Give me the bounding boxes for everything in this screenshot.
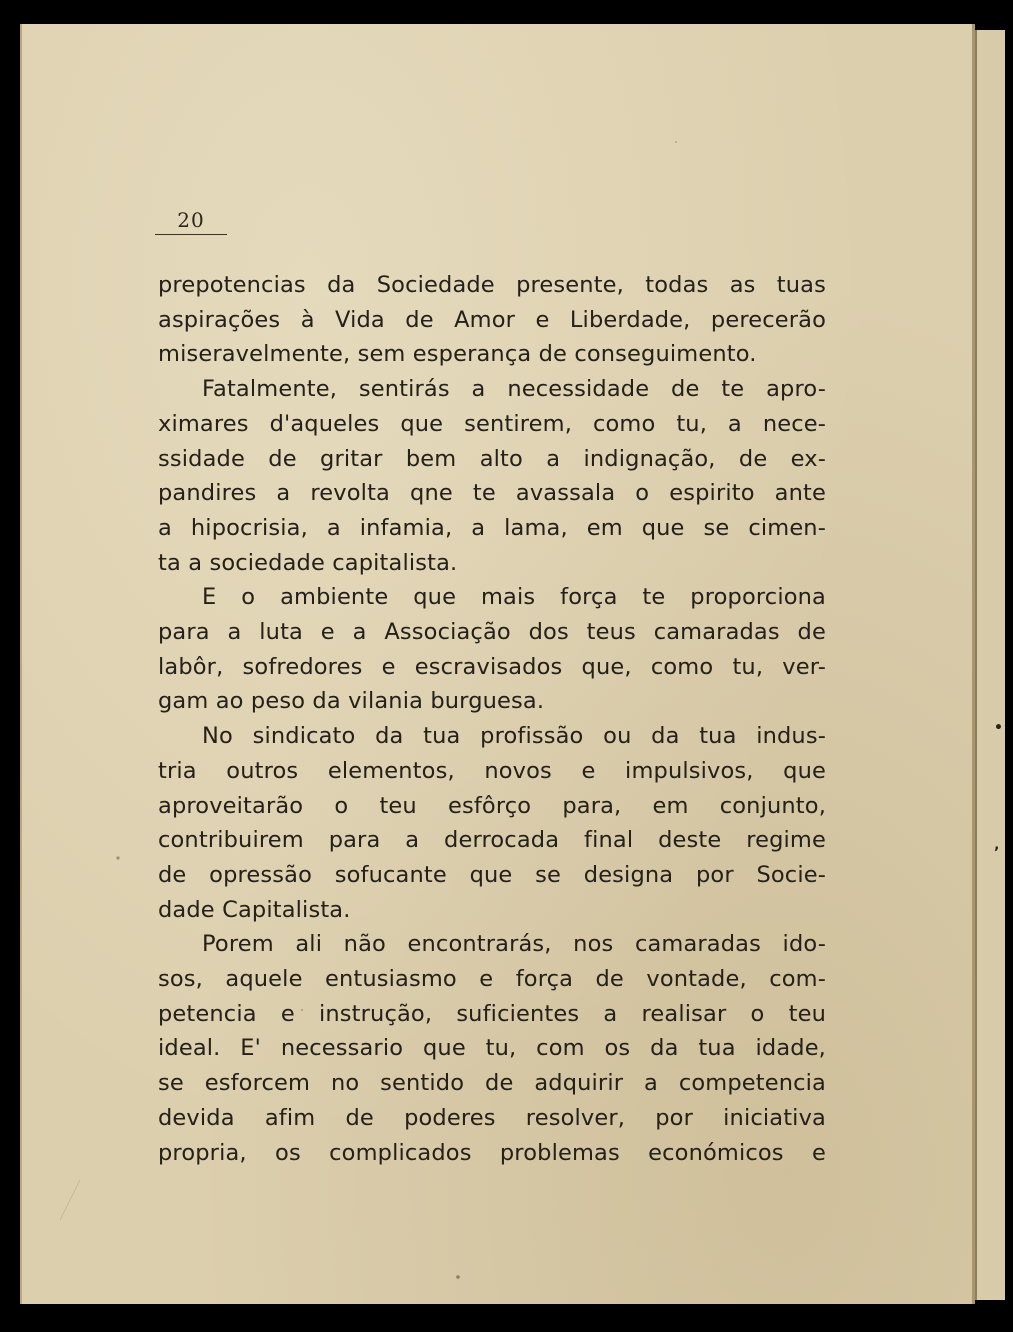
text-line: labôr, sofredores e escravisados que, como tu, ver- — [158, 653, 826, 680]
text-line: propria, os complicados problemas económicos e — [158, 1139, 826, 1166]
text-line: sos, aquele entusiasmo e força de vontade, com- — [158, 966, 826, 993]
adjacent-page-dot: • — [994, 720, 1003, 736]
page-edge — [972, 24, 975, 1304]
text-line: para a luta e a Associação dos teus camaradas de — [158, 619, 826, 646]
text-line: E o ambiente que mais força te proporciona — [202, 584, 826, 611]
text-line: ssidade de gritar bem alto a indignação, de ex- — [158, 445, 826, 472]
body-text — [158, 268, 826, 1170]
text-line: ta a sociedade capitalista. — [158, 549, 458, 576]
text-line: Fatalmente, sentirás a necessidade de te apro- — [202, 376, 826, 403]
text-line: No sindicato da tua profissão ou da tua indus- — [202, 723, 826, 750]
text-line: petencia e instrução, suficientes a realisar o teu — [158, 1000, 826, 1027]
text-line: se esforcem no sentido de adquirir a competencia — [158, 1070, 826, 1097]
page-number: 20 — [155, 208, 227, 235]
text-line: ximares d'aqueles que sentirem, como tu, a nece- — [158, 410, 826, 437]
text-line: gam ao peso da vilania burguesa. — [158, 688, 545, 715]
text-line: aproveitarão o teu esfôrço para, em conjunto, — [158, 792, 826, 819]
text-line: contribuirem para a derrocada final deste regime — [158, 827, 826, 854]
adjacent-page-edge — [975, 30, 1005, 1300]
text-line: aspirações à Vida de Amor e Liberdade, perecerão — [158, 306, 826, 333]
text-line: ideal. E' necessario que tu, com os da tua idade, — [158, 1035, 826, 1062]
text-line: dade Capitalista. — [158, 896, 351, 923]
text-line: devida afim de poderes resolver, por iniciativa — [158, 1104, 826, 1131]
text-line: tria outros elementos, novos e impulsivos, que — [158, 757, 826, 784]
text-line: Porem ali não encontrarás, nos camaradas ido- — [202, 931, 826, 958]
text-line: pandires a revolta qne te avassala o espirito ante — [158, 480, 826, 507]
adjacent-page-tick: ’ — [994, 845, 1000, 861]
text-line: a hipocrisia, a infamia, a lama, em que se cimen- — [158, 514, 826, 541]
text-line: miseravelmente, sem esperança de conseguimento. — [158, 341, 757, 368]
text-line: de opressão sofucante que se designa por Socie- — [158, 861, 826, 888]
text-line: prepotencias da Sociedade presente, todas as tuas — [158, 272, 826, 298]
